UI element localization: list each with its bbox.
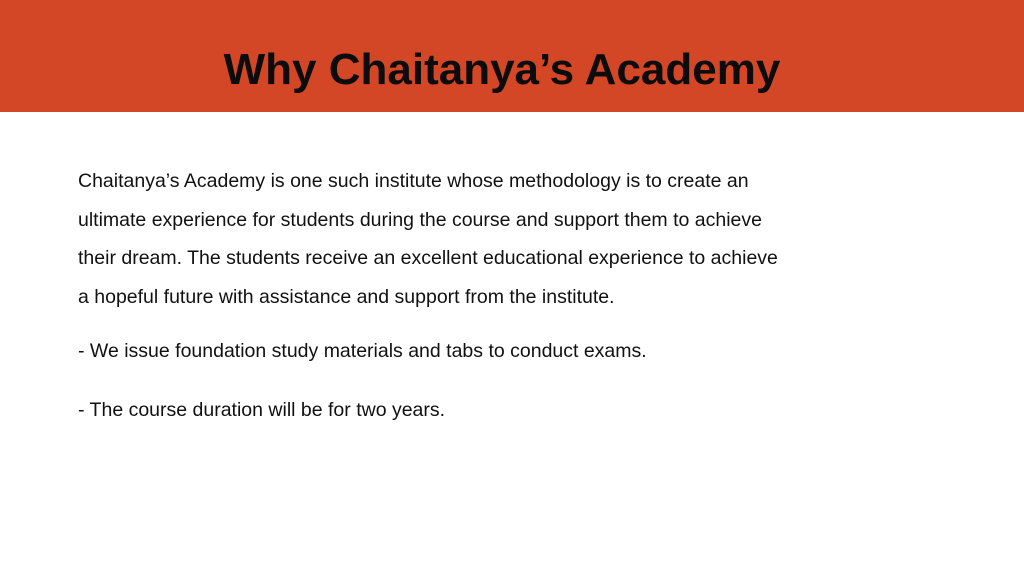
bullet-item-1: - We issue foundation study materials and tabs to conduct exams. bbox=[78, 340, 647, 362]
bullet-item-2: - The course duration will be for two years. bbox=[78, 399, 446, 421]
slide-body bbox=[78, 162, 778, 422]
slide-title: Why Chaitanya’s Academy bbox=[223, 45, 781, 94]
intro-paragraph: Chaitanya’s Academy is one such institute whose methodology is to create an ultimate experience for students during the course and support them to achieve their dream. The students receive an excellent educational experience to achieve a hopeful future with assistance and support from the institute. bbox=[78, 170, 778, 308]
